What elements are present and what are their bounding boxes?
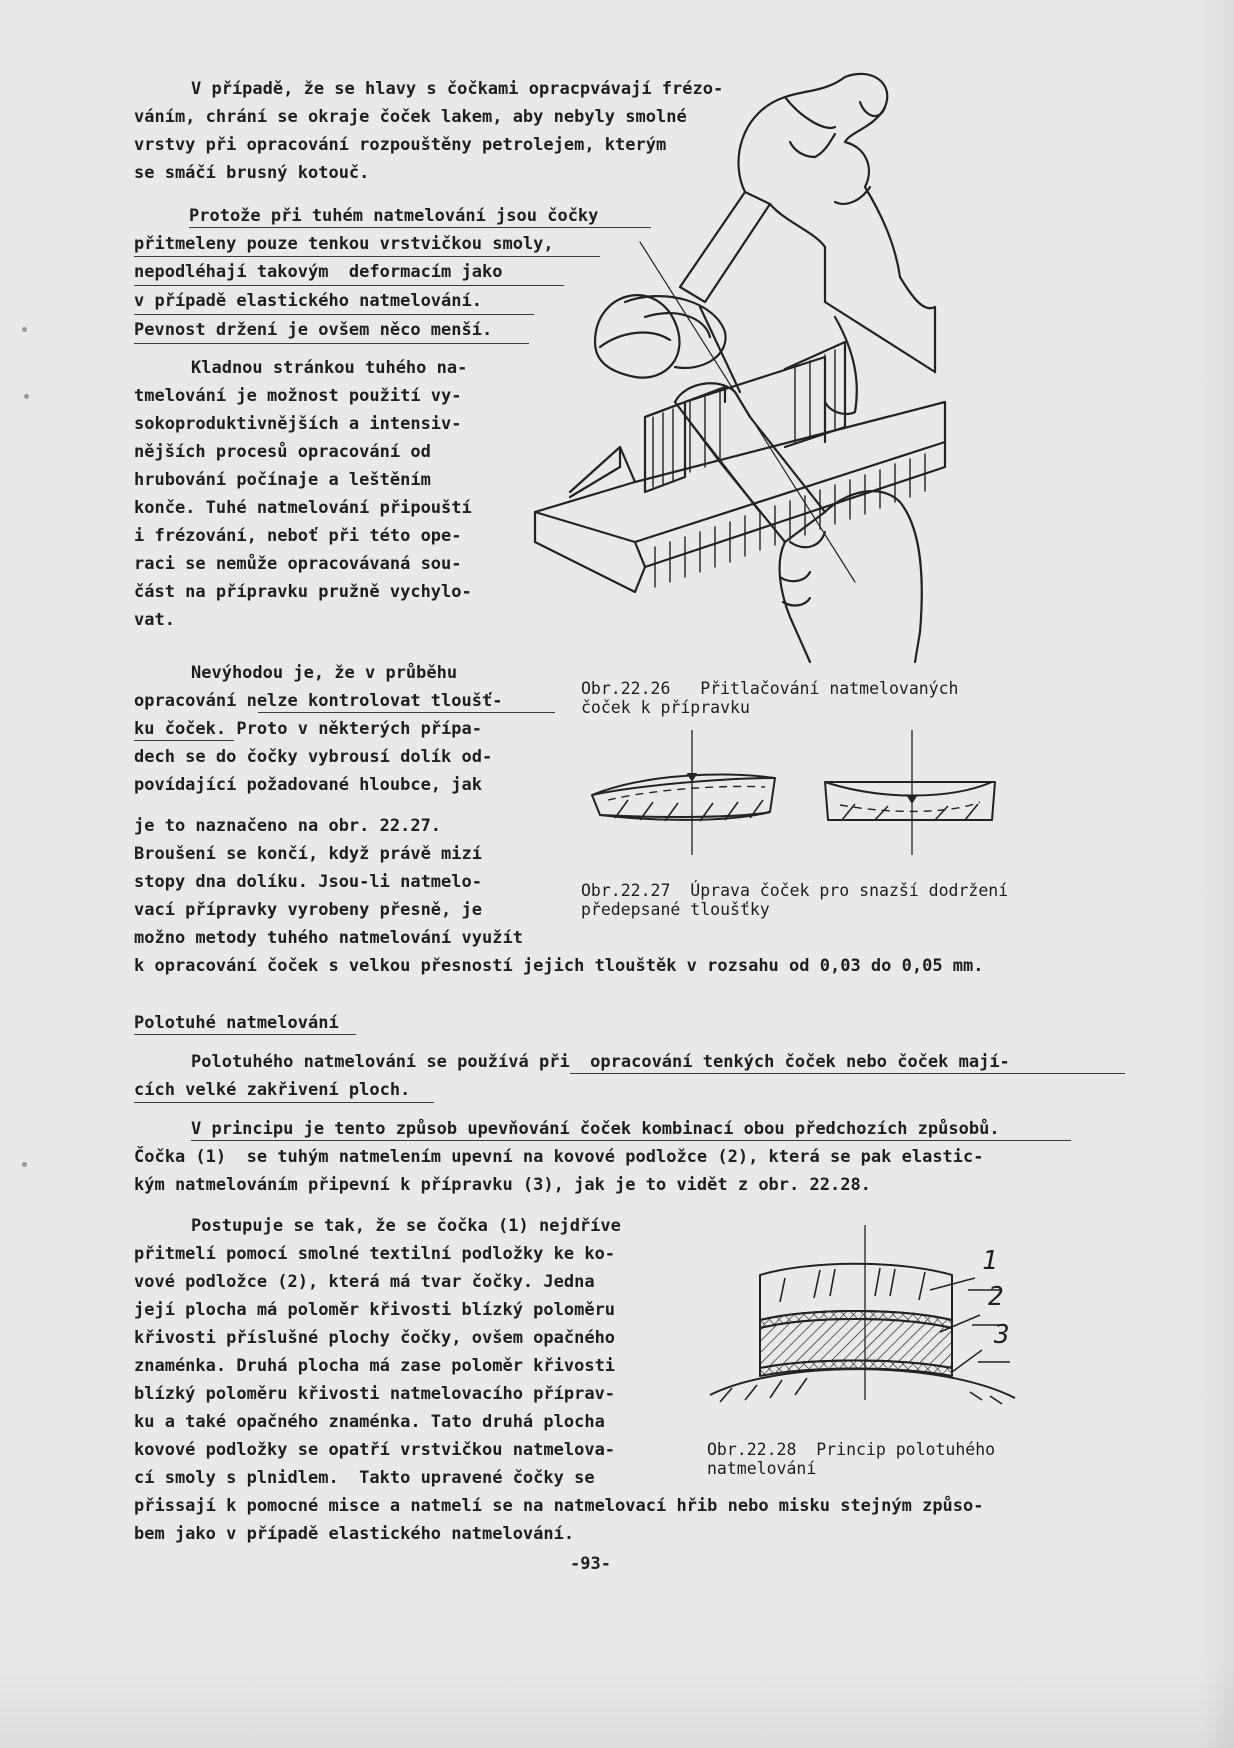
paragraph-line: je to naznačeno na obr. 22.27.: [134, 816, 442, 836]
paragraph-line: i frézování, neboť při této ope-: [134, 526, 462, 546]
paragraph-line: přitmeleny pouze tenkou vrstvičkou smoly,: [134, 234, 554, 254]
paragraph-line: kovové podložky se opatří vrstvičkou natmelova-: [134, 1440, 616, 1460]
paragraph-line: v případě elastického natmelování.: [134, 291, 482, 311]
paragraph-line: Čočka (1) se tuhým natmelením upevní na kovové podložce (2), která se pak elastic-: [134, 1147, 984, 1167]
paragraph-line: nepodléhají takovým deformacím jako: [134, 262, 503, 282]
pencil-underline: [191, 1140, 1071, 1141]
paragraph-line: Nevýhodou je, že v průběhu: [191, 663, 458, 683]
paragraph-line: stopy dna dolíku. Jsou-li natmelo-: [134, 872, 482, 892]
paragraph-line: k opracování čoček s velkou přesností jejich tlouštěk v rozsahu od 0,03 do 0,05 mm.: [134, 956, 984, 976]
paragraph-line: přitmelí pomocí smolné textilní podložky ke ko-: [134, 1244, 616, 1264]
pencil-underline: [134, 740, 234, 741]
figure-caption: Obr.22.27 Úprava čoček pro snazší dodržení: [581, 881, 1009, 900]
pencil-underline: [570, 1073, 1125, 1074]
paragraph-line: cích velké zakřivení ploch.: [134, 1080, 411, 1100]
paragraph-line: opracování nelze kontrolovat tloušť-: [134, 691, 503, 711]
paragraph-line: tmelování je možnost použití vy-: [134, 386, 462, 406]
part-label-2: 2: [988, 1282, 1004, 1312]
paragraph-line: V principu je tento způsob upevňování čoček kombinací obou předchozích způsobů.: [191, 1119, 1000, 1139]
paragraph-line: Polotuhého natmelování se používá při opracování tenkých čoček nebo čoček mají-: [191, 1052, 1010, 1072]
binding-hole-mark: [22, 1162, 27, 1167]
figure-22-26-illustration: [525, 72, 1045, 662]
pencil-underline: [134, 314, 534, 315]
paragraph-line: část na přípravku pružně vychylo-: [134, 582, 472, 602]
pencil-underline: [258, 712, 555, 713]
paragraph-line: hrubování počínaje a leštěním: [134, 470, 431, 490]
paragraph-line: Pevnost držení je ovšem něco menší.: [134, 320, 493, 340]
heading-underline: [134, 1034, 356, 1035]
paragraph-line: její plocha má poloměr křivosti blízký poloměru: [134, 1300, 616, 1320]
figure-caption: předepsané tloušťky: [581, 900, 770, 919]
section-heading: Polotuhé natmelování: [134, 1013, 339, 1033]
paragraph-line: se smáčí brusný kotouč.: [134, 163, 370, 183]
part-label-1: 1: [982, 1246, 998, 1276]
paragraph-line: nějších procesů opracování od: [134, 442, 431, 462]
figure-22-28-semirigid-diagram: [700, 1220, 1020, 1405]
paragraph-line: křivosti příslušné plochy čočky, ovšem opačného: [134, 1328, 616, 1348]
paragraph-line: Postupuje se tak, že se čočka (1) nejdříve: [191, 1216, 621, 1236]
paragraph-line: váním, chrání se okraje čoček lakem, aby nebyly smolné: [134, 107, 687, 127]
paragraph-line: V případě, že se hlavy s čočkami opracpvávají frézo-: [191, 79, 724, 99]
paragraph-line: vové podložce (2), která má tvar čočky. Jedna: [134, 1272, 595, 1292]
paragraph-line: Broušení se končí, když právě mizí: [134, 844, 482, 864]
paragraph-line: bem jako v případě elastického natmelování.: [134, 1524, 575, 1544]
paragraph-line: blízký poloměru křivosti natmelovacího příprav-: [134, 1384, 616, 1404]
figure-caption: čoček k přípravku: [581, 698, 750, 717]
paragraph-line: Protože při tuhém natmelování jsou čočky: [189, 206, 599, 226]
paragraph-line: sokoproduktivnějších a intensiv-: [134, 414, 462, 434]
paragraph-line: Kladnou stránkou tuhého na-: [191, 358, 468, 378]
paragraph-line: vací přípravky vyrobeny přesně, je: [134, 900, 482, 920]
paragraph-line: ku čoček. Proto v některých přípa-: [134, 719, 482, 739]
paragraph-line: konče. Tuhé natmelování připouští: [134, 498, 472, 518]
paragraph-line: přissají k pomocné misce a natmelí se na natmelovací hřib nebo misku stejným způso-: [134, 1496, 984, 1516]
paragraph-line: cí smoly s plnidlem. Takto upravené čočky se: [134, 1468, 595, 1488]
paragraph-line: povídající požadované hloubce, jak: [134, 775, 482, 795]
pencil-underline: [134, 343, 529, 344]
paragraph-line: znaménka. Druhá plocha má zase poloměr křivosti: [134, 1356, 616, 1376]
page-number: -93-: [570, 1554, 611, 1574]
page-edge-shadow: [1200, 0, 1234, 1748]
paragraph-line: ku a také opačného znaménka. Tato druhá plocha: [134, 1412, 605, 1432]
part-label-3: 3: [994, 1320, 1010, 1350]
binding-hole-mark: [24, 394, 29, 399]
figure-22-27-lens-diagram: [580, 730, 1010, 860]
figure-caption: Obr.22.28 Princip polotuhého: [707, 1440, 996, 1459]
page-bottom-shadow: [0, 1658, 1234, 1748]
paragraph-line: vat.: [134, 610, 175, 630]
figure-caption: natmelování: [707, 1459, 817, 1478]
pencil-underline: [134, 285, 564, 286]
figure-caption: Obr.22.26 Přitlačování natmelovaných: [581, 679, 959, 698]
paragraph-line: kým natmelováním připevní k přípravku (3), jak je to vidět z obr. 22.28.: [134, 1175, 871, 1195]
pencil-underline: [134, 1102, 434, 1103]
paragraph-line: dech se do čočky vybrousí dolík od-: [134, 747, 493, 767]
paragraph-line: vrstvy při opracování rozpouštěny petrolejem, kterým: [134, 135, 667, 155]
paragraph-line: raci se nemůže opracovávaná sou-: [134, 554, 462, 574]
paragraph-line: možno metody tuhého natmelování využít: [134, 928, 523, 948]
binding-hole-mark: [22, 327, 27, 332]
